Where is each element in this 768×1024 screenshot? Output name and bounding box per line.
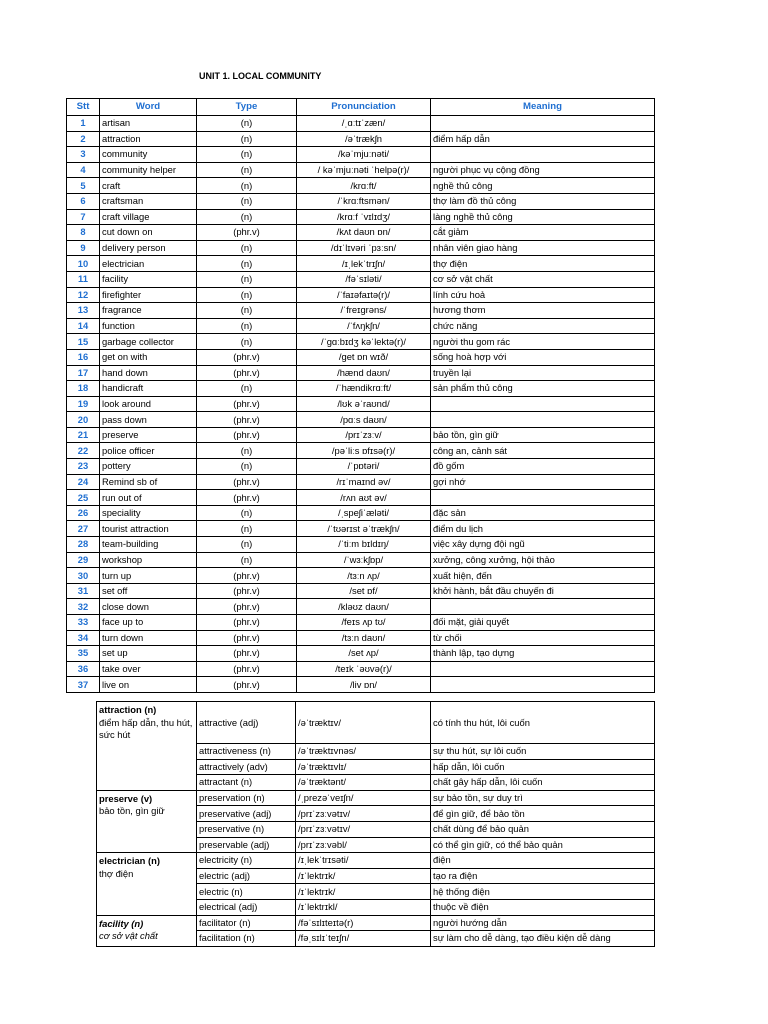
vocab-meaning-cell: cơ sở vật chất — [431, 271, 655, 287]
derived-meaning-cell: hệ thống điện — [431, 884, 655, 900]
derived-pronunciation-cell: /prɪˈzɜːvəbl/ — [296, 837, 431, 853]
vocab-stt-cell: 6 — [67, 193, 100, 209]
derived-pronunciation-cell: /prɪˈzɜːvətɪv/ — [296, 821, 431, 837]
vocab-type-cell: (phr.v) — [197, 646, 297, 662]
word-family-head-cell — [97, 702, 197, 791]
vocab-type-cell: (phr.v) — [197, 630, 297, 646]
derived-pronunciation-cell: /ɪˈlektrɪkl/ — [296, 899, 431, 915]
vocab-pron-cell: /get ɒn wɪð/ — [297, 349, 431, 365]
header-stt: Stt — [67, 99, 100, 116]
vocab-pron-cell: /kləʊz daʊn/ — [297, 599, 431, 615]
vocab-pron-cell: /kəˈmjuːnəti/ — [297, 147, 431, 163]
vocab-stt-cell: 3 — [67, 147, 100, 163]
vocab-pron-cell: /ˈpɒtəri/ — [297, 459, 431, 475]
derived-word-cell: electrical (adj) — [197, 899, 296, 915]
headword: electrician (n) — [99, 855, 160, 867]
vocab-type-cell: (phr.v) — [197, 365, 297, 381]
vocab-pron-cell: /ˈtiːm bɪldɪŋ/ — [297, 537, 431, 553]
vocab-meaning-cell — [431, 661, 655, 677]
vocab-word-cell: live on — [100, 677, 197, 693]
vocab-pron-cell: /set ɒf/ — [297, 583, 431, 599]
vocab-word-cell: turn down — [100, 630, 197, 646]
vocab-pron-cell: /pəˈliːs ɒfɪsə(r)/ — [297, 443, 431, 459]
table-row — [67, 349, 655, 365]
vocab-meaning-cell: đối mặt, giải quyết — [431, 615, 655, 631]
header-meaning: Meaning — [431, 99, 655, 116]
vocab-stt-cell: 33 — [67, 615, 100, 631]
derived-word-cell: electricity (n) — [197, 853, 296, 869]
table-row — [67, 271, 655, 287]
vocab-meaning-cell: điểm du lịch — [431, 521, 655, 537]
vocab-meaning-cell — [431, 147, 655, 163]
vocab-stt-cell: 18 — [67, 381, 100, 397]
vocab-word-cell: take over — [100, 661, 197, 677]
headword: facility (n) — [99, 917, 144, 929]
vocab-type-cell: (phr.v) — [197, 225, 297, 241]
vocab-word-cell: team-building — [100, 537, 197, 553]
derived-pronunciation-cell: /fəˌsɪlɪˈteɪʃn/ — [296, 931, 431, 947]
table-row — [67, 240, 655, 256]
table-row — [67, 677, 655, 693]
vocab-pron-cell: /liv ɒn/ — [297, 677, 431, 693]
vocab-type-cell: (n) — [197, 147, 297, 163]
vocab-word-cell: pass down — [100, 412, 197, 428]
table-row — [67, 427, 655, 443]
derived-pronunciation-cell: /ɪˌlekˈtrɪsəti/ — [296, 853, 431, 869]
vocab-type-cell: (phr.v) — [197, 490, 297, 506]
vocab-meaning-cell — [431, 677, 655, 693]
table-row — [67, 256, 655, 272]
vocab-type-cell: (n) — [197, 443, 297, 459]
table-row — [97, 702, 655, 744]
vocab-stt-cell: 7 — [67, 209, 100, 225]
vocab-stt-cell: 1 — [67, 116, 100, 132]
derived-pronunciation-cell: /əˈtræktɪv/ — [296, 702, 431, 744]
vocab-word-cell: police officer — [100, 443, 197, 459]
vocab-stt-cell: 36 — [67, 661, 100, 677]
vocab-word-cell: Remind sb of — [100, 474, 197, 490]
vocab-pron-cell: /feɪs ʌp tʊ/ — [297, 615, 431, 631]
vocab-pron-cell: /teɪk ˈəʊvə(r)/ — [297, 661, 431, 677]
vocab-meaning-cell — [431, 396, 655, 412]
vocab-word-cell: get on with — [100, 349, 197, 365]
vocab-meaning-cell: lính cứu hoả — [431, 287, 655, 303]
header-type: Type — [197, 99, 297, 116]
table-row — [67, 474, 655, 490]
derived-meaning-cell: người hướng dẫn — [431, 915, 655, 931]
vocab-pron-cell: /tɜːn daʊn/ — [297, 630, 431, 646]
vocab-word-cell: facility — [100, 271, 197, 287]
table-row — [67, 318, 655, 334]
vocab-meaning-cell: việc xây dựng đội ngũ — [431, 537, 655, 553]
headword-gloss: bảo tồn, gìn giữ — [99, 805, 165, 817]
table-row — [67, 147, 655, 163]
derived-meaning-cell: điện — [431, 853, 655, 869]
vocab-word-cell: hand down — [100, 365, 197, 381]
derived-word-cell: attractant (n) — [197, 775, 296, 791]
derived-meaning-cell: để gìn giữ, để bảo tồn — [431, 806, 655, 822]
vocab-word-cell: attraction — [100, 131, 197, 147]
derived-meaning-cell: thuộc về điện — [431, 899, 655, 915]
vocab-word-cell: community — [100, 147, 197, 163]
derived-word-cell: preservative (n) — [197, 821, 296, 837]
headword: attraction (n) — [99, 704, 157, 715]
vocab-pron-cell: /ˈfreɪɡrəns/ — [297, 303, 431, 319]
vocab-pron-cell: /ˈfʌŋkʃn/ — [297, 318, 431, 334]
derived-word-cell: facilitator (n) — [197, 915, 296, 931]
word-family-head-cell — [97, 790, 197, 852]
table-row — [97, 915, 655, 931]
vocab-meaning-cell: chức năng — [431, 318, 655, 334]
table-row — [67, 193, 655, 209]
vocab-word-cell: function — [100, 318, 197, 334]
vocab-type-cell: (phr.v) — [197, 396, 297, 412]
derived-word-cell: facilitation (n) — [197, 931, 296, 947]
vocab-word-cell: close down — [100, 599, 197, 615]
vocab-stt-cell: 13 — [67, 303, 100, 319]
vocab-type-cell: (phr.v) — [197, 661, 297, 677]
vocab-meaning-cell: truyền lại — [431, 365, 655, 381]
derived-pronunciation-cell: /əˈtræktənt/ — [296, 775, 431, 791]
vocab-stt-cell: 15 — [67, 334, 100, 350]
vocab-meaning-cell: công an, cảnh sát — [431, 443, 655, 459]
vocab-type-cell: (phr.v) — [197, 474, 297, 490]
vocab-stt-cell: 16 — [67, 349, 100, 365]
vocab-type-cell: (n) — [197, 521, 297, 537]
derived-meaning-cell: chất dùng để bảo quản — [431, 821, 655, 837]
table-row — [67, 412, 655, 428]
table-row — [67, 521, 655, 537]
derived-meaning-cell: sự làm cho dễ dàng, tạo điều kiện dễ dàng — [431, 931, 655, 947]
table-row — [67, 334, 655, 350]
vocab-type-cell: (n) — [197, 256, 297, 272]
derived-pronunciation-cell: /prɪˈzɜːvətɪv/ — [296, 806, 431, 822]
vocab-meaning-cell: thợ làm đồ thủ công — [431, 193, 655, 209]
vocab-meaning-cell: xuất hiện, đến — [431, 568, 655, 584]
vocab-type-cell: (phr.v) — [197, 427, 297, 443]
table-row — [67, 552, 655, 568]
derived-meaning-cell: có thể gìn giữ, có thể bảo quản — [431, 837, 655, 853]
table-row — [67, 365, 655, 381]
vocab-pron-cell: /lʊk əˈraʊnd/ — [297, 396, 431, 412]
vocab-meaning-cell — [431, 599, 655, 615]
vocab-stt-cell: 8 — [67, 225, 100, 241]
vocab-stt-cell: 25 — [67, 490, 100, 506]
vocab-word-cell: cut down on — [100, 225, 197, 241]
vocab-meaning-cell: sống hoà hợp với — [431, 349, 655, 365]
vocab-stt-cell: 21 — [67, 427, 100, 443]
vocab-stt-cell: 32 — [67, 599, 100, 615]
vocab-word-cell: firefighter — [100, 287, 197, 303]
derived-word-cell: preservation (n) — [197, 790, 296, 806]
vocab-meaning-cell: nghề thủ công — [431, 178, 655, 194]
vocab-word-cell: face up to — [100, 615, 197, 631]
vocab-meaning-cell: gợi nhớ — [431, 474, 655, 490]
headword-gloss: thợ điện — [99, 867, 134, 879]
derived-meaning-cell: hấp dẫn, lôi cuốn — [431, 759, 655, 775]
headword-gloss: cơ sở vật chất — [99, 930, 158, 942]
vocab-meaning-cell: từ chối — [431, 630, 655, 646]
word-family-table — [96, 701, 655, 947]
vocab-pron-cell: /hænd daʊn/ — [297, 365, 431, 381]
vocab-word-cell: delivery person — [100, 240, 197, 256]
derived-meaning-cell: tạo ra điện — [431, 868, 655, 884]
derived-word-cell: attractively (adv) — [197, 759, 296, 775]
vocab-pron-cell: /tɜːn ʌp/ — [297, 568, 431, 584]
vocab-stt-cell: 35 — [67, 646, 100, 662]
vocab-pron-cell: /krɑːft/ — [297, 178, 431, 194]
vocab-meaning-cell: xưởng, công xưởng, hội thảo — [431, 552, 655, 568]
derived-pronunciation-cell: /əˈtræktɪvlɪ/ — [296, 759, 431, 775]
table-row — [67, 615, 655, 631]
derived-meaning-cell: sự bảo tồn, sự duy trì — [431, 790, 655, 806]
vocab-pron-cell: /ˌspeʃiˈæləti/ — [297, 505, 431, 521]
derived-meaning-cell: chất gây hấp dẫn, lôi cuốn — [431, 775, 655, 791]
vocab-type-cell: (n) — [197, 381, 297, 397]
derived-pronunciation-cell: /fəˈsɪlɪteɪtə(r) — [296, 915, 431, 931]
vocab-pron-cell: /rʌn aʊt əv/ — [297, 490, 431, 506]
table-row — [67, 287, 655, 303]
derived-word-cell: electric (adj) — [197, 868, 296, 884]
table-row — [67, 490, 655, 506]
table-row — [67, 303, 655, 319]
vocab-meaning-cell: thành lập, tạo dựng — [431, 646, 655, 662]
vocab-type-cell: (n) — [197, 537, 297, 553]
header-pronunciation: Pronunciation — [297, 99, 431, 116]
vocab-stt-cell: 17 — [67, 365, 100, 381]
table-row — [67, 396, 655, 412]
vocab-pron-cell: /ˈɡɑːbɪdʒ kəˈlektə(r)/ — [297, 334, 431, 350]
vocab-pron-cell: /pɑːs daʊn/ — [297, 412, 431, 428]
vocab-word-cell: set off — [100, 583, 197, 599]
table-row — [67, 178, 655, 194]
vocab-stt-cell: 5 — [67, 178, 100, 194]
vocab-stt-cell: 24 — [67, 474, 100, 490]
table-row — [67, 443, 655, 459]
vocab-type-cell: (n) — [197, 287, 297, 303]
vocab-word-cell: craft village — [100, 209, 197, 225]
derived-pronunciation-cell: /ɪˈlektrɪk/ — [296, 868, 431, 884]
vocab-type-cell: (n) — [197, 131, 297, 147]
vocab-word-cell: fragrance — [100, 303, 197, 319]
vocab-meaning-cell: bảo tồn, gìn giữ — [431, 427, 655, 443]
vocab-pron-cell: /dɪˈlɪvəri ˈpɜːsn/ — [297, 240, 431, 256]
vocab-meaning-cell — [431, 412, 655, 428]
vocab-stt-cell: 2 — [67, 131, 100, 147]
vocab-pron-cell: /ˈwɜːkʃɒp/ — [297, 552, 431, 568]
vocab-word-cell: speciality — [100, 505, 197, 521]
vocab-stt-cell: 11 — [67, 271, 100, 287]
word-family-head-cell — [97, 915, 197, 946]
vocab-type-cell: (n) — [197, 303, 297, 319]
vocabulary-table — [66, 98, 655, 693]
table-row — [67, 116, 655, 132]
vocab-word-cell: garbage collector — [100, 334, 197, 350]
derived-pronunciation-cell: /ɪˈlektrɪk/ — [296, 884, 431, 900]
headword: preserve (v) — [99, 792, 153, 804]
vocab-type-cell: (n) — [197, 178, 297, 194]
vocab-stt-cell: 37 — [67, 677, 100, 693]
vocab-stt-cell: 30 — [67, 568, 100, 584]
table-row — [67, 568, 655, 584]
vocab-type-cell: (n) — [197, 240, 297, 256]
vocab-type-cell: (n) — [197, 116, 297, 132]
derived-word-cell: attractive (adj) — [197, 702, 296, 744]
derived-word-cell: preservable (adj) — [197, 837, 296, 853]
table-row — [67, 131, 655, 147]
vocab-meaning-cell: hương thơm — [431, 303, 655, 319]
table-row — [67, 459, 655, 475]
vocab-pron-cell: /kʌt daʊn ɒn/ — [297, 225, 431, 241]
vocab-meaning-cell: làng nghề thủ công — [431, 209, 655, 225]
vocab-stt-cell: 4 — [67, 162, 100, 178]
derived-word-cell: electric (n) — [197, 884, 296, 900]
vocab-type-cell: (phr.v) — [197, 568, 297, 584]
vocab-word-cell: craft — [100, 178, 197, 194]
headword-gloss: điểm hấp dẫn, thu hút, sức hút — [99, 716, 193, 740]
vocab-pron-cell: /set ʌp/ — [297, 646, 431, 662]
vocab-pron-cell: /ˌɑːtɪˈzæn/ — [297, 116, 431, 132]
vocab-meaning-cell: người phục vụ cộng đồng — [431, 162, 655, 178]
vocab-stt-cell: 12 — [67, 287, 100, 303]
vocab-meaning-cell — [431, 490, 655, 506]
vocab-stt-cell: 19 — [67, 396, 100, 412]
table-row — [67, 646, 655, 662]
vocab-type-cell: (n) — [197, 193, 297, 209]
vocab-word-cell: workshop — [100, 552, 197, 568]
table-row — [67, 162, 655, 178]
vocab-meaning-cell: khởi hành, bắt đầu chuyến đi — [431, 583, 655, 599]
vocab-stt-cell: 20 — [67, 412, 100, 428]
vocab-pron-cell: /ˈtʊərɪst əˈtrækʃn/ — [297, 521, 431, 537]
vocab-word-cell: electrician — [100, 256, 197, 272]
header-word: Word — [100, 99, 197, 116]
derived-word-cell: preservative (adj) — [197, 806, 296, 822]
vocab-type-cell: (n) — [197, 552, 297, 568]
vocab-pron-cell: / kəˈmjuːnəti ˈhelpə(r)/ — [297, 162, 431, 178]
table-row — [67, 505, 655, 521]
vocab-pron-cell: /fəˈsɪləti/ — [297, 271, 431, 287]
vocab-type-cell: (phr.v) — [197, 599, 297, 615]
derived-meaning-cell: sự thu hút, sự lôi cuốn — [431, 744, 655, 760]
vocab-meaning-cell: đồ gốm — [431, 459, 655, 475]
table-row — [67, 661, 655, 677]
vocab-word-cell: run out of — [100, 490, 197, 506]
vocab-pron-cell: /rɪˈmaɪnd əv/ — [297, 474, 431, 490]
vocab-type-cell: (n) — [197, 334, 297, 350]
vocab-meaning-cell: thợ điện — [431, 256, 655, 272]
vocab-word-cell: pottery — [100, 459, 197, 475]
vocab-stt-cell: 29 — [67, 552, 100, 568]
vocabulary-header-row — [67, 99, 655, 116]
vocab-type-cell: (n) — [197, 459, 297, 475]
vocab-word-cell: handicraft — [100, 381, 197, 397]
vocab-type-cell: (n) — [197, 318, 297, 334]
table-row — [67, 209, 655, 225]
page-title: UNIT 1. LOCAL COMMUNITY — [199, 71, 322, 81]
vocab-pron-cell: /ˈfaɪəfaɪtə(r)/ — [297, 287, 431, 303]
vocab-type-cell: (phr.v) — [197, 615, 297, 631]
vocab-type-cell: (phr.v) — [197, 583, 297, 599]
vocab-word-cell: craftsman — [100, 193, 197, 209]
table-row — [67, 630, 655, 646]
vocab-stt-cell: 28 — [67, 537, 100, 553]
vocab-type-cell: (n) — [197, 271, 297, 287]
table-row — [67, 583, 655, 599]
vocab-meaning-cell: người thu gom rác — [431, 334, 655, 350]
vocab-stt-cell: 9 — [67, 240, 100, 256]
derived-pronunciation-cell: /əˈtræktɪvnəs/ — [296, 744, 431, 760]
vocab-stt-cell: 14 — [67, 318, 100, 334]
vocab-meaning-cell: nhân viên giao hàng — [431, 240, 655, 256]
table-row — [67, 225, 655, 241]
derived-meaning-cell: có tính thu hút, lôi cuốn — [431, 702, 655, 744]
vocab-type-cell: (n) — [197, 505, 297, 521]
vocab-word-cell: artisan — [100, 116, 197, 132]
vocab-pron-cell: /əˈtrækʃn — [297, 131, 431, 147]
vocab-word-cell: turn up — [100, 568, 197, 584]
vocab-word-cell: set up — [100, 646, 197, 662]
vocab-word-cell: tourist attraction — [100, 521, 197, 537]
derived-word-cell: attractiveness (n) — [197, 744, 296, 760]
vocab-type-cell: (phr.v) — [197, 349, 297, 365]
table-row — [67, 381, 655, 397]
vocab-stt-cell: 34 — [67, 630, 100, 646]
vocab-stt-cell: 31 — [67, 583, 100, 599]
vocab-type-cell: (n) — [197, 209, 297, 225]
derived-pronunciation-cell: /ˌprezəˈveɪʃn/ — [296, 790, 431, 806]
vocab-pron-cell: /ɪˌlekˈtrɪʃn/ — [297, 256, 431, 272]
vocab-meaning-cell: cắt giảm — [431, 225, 655, 241]
table-row — [97, 790, 655, 806]
vocab-type-cell: (phr.v) — [197, 677, 297, 693]
vocab-meaning-cell: sản phẩm thủ công — [431, 381, 655, 397]
vocab-meaning-cell: điểm hấp dẫn — [431, 131, 655, 147]
vocab-word-cell: preserve — [100, 427, 197, 443]
vocab-type-cell: (phr.v) — [197, 412, 297, 428]
vocab-pron-cell: /prɪˈzɜːv/ — [297, 427, 431, 443]
vocab-stt-cell: 27 — [67, 521, 100, 537]
vocab-type-cell: (n) — [197, 162, 297, 178]
vocab-word-cell: look around — [100, 396, 197, 412]
table-row — [97, 853, 655, 869]
vocab-stt-cell: 26 — [67, 505, 100, 521]
vocab-pron-cell: /krɑːf ˈvɪlɪdʒ/ — [297, 209, 431, 225]
table-row — [67, 599, 655, 615]
vocab-stt-cell: 23 — [67, 459, 100, 475]
vocab-meaning-cell: đặc sản — [431, 505, 655, 521]
table-row — [67, 537, 655, 553]
word-family-head-cell — [97, 853, 197, 915]
vocab-stt-cell: 10 — [67, 256, 100, 272]
vocab-stt-cell: 22 — [67, 443, 100, 459]
vocab-pron-cell: /ˈhændikrɑːft/ — [297, 381, 431, 397]
vocab-meaning-cell — [431, 116, 655, 132]
vocab-pron-cell: /ˈkrɑːftsmən/ — [297, 193, 431, 209]
vocab-word-cell: community helper — [100, 162, 197, 178]
